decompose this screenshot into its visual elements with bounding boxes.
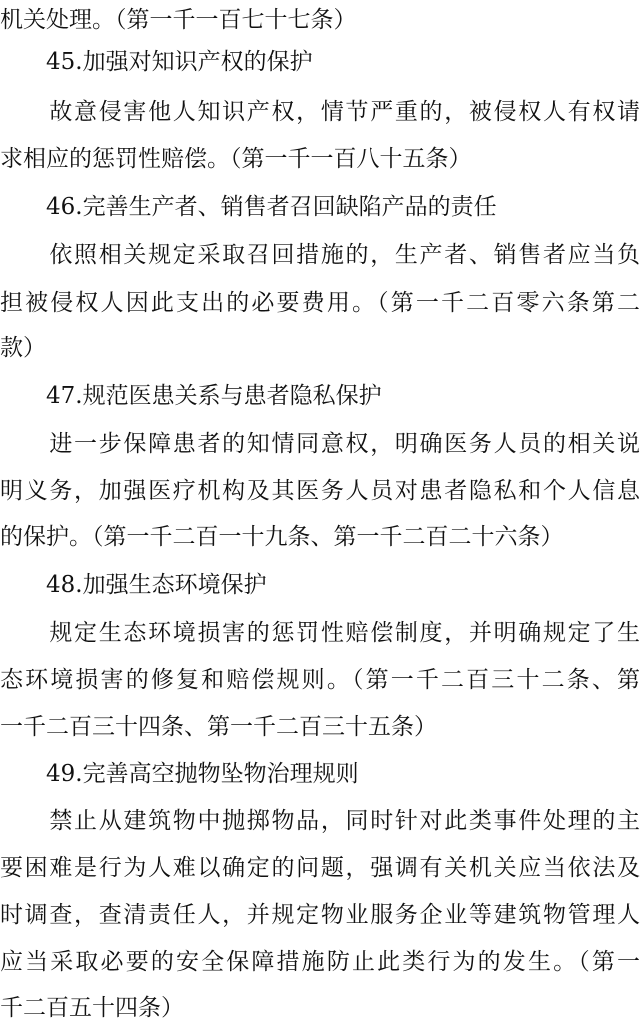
text-line: 应当采取必要的安全保障措施防止此类行为的发生。（第一 (0, 949, 640, 975)
section-heading-47: 47.规范医患关系与患者隐私保护 (0, 383, 382, 409)
section-heading-48: 48.加强生态环境保护 (0, 572, 267, 598)
text-line: 时调查，查清责任人，并规定物业服务企业等建筑物管理人 (0, 902, 640, 928)
text-line: 进一步保障患者的知情同意权，明确医务人员的相关说 (0, 431, 640, 457)
text-line: 一千二百三十四条、第一千二百三十五条） (0, 714, 437, 740)
section-heading-49: 49.完善高空抛物坠物治理规则 (0, 761, 359, 787)
text-line: 款） (0, 335, 46, 361)
text-line: 明义务，加强医疗机构及其医务人员对患者隐私和个人信息 (0, 478, 640, 504)
text-line: 故意侵害他人知识产权，情节严重的，被侵权人有权请 (0, 99, 640, 125)
text-line: 的保护。（第一千二百一十九条、第一千二百二十六条） (0, 524, 564, 550)
text-line: 担被侵权人因此支出的必要费用。（第一千二百零六条第二 (0, 290, 640, 316)
text-line: 要困难是行为人难以确定的问题，强调有关机关应当依法及 (0, 855, 640, 881)
section-heading-45: 45.加强对知识产权的保护 (0, 49, 313, 75)
section-heading-46: 46.完善生产者、销售者召回缺陷产品的责任 (0, 194, 497, 220)
text-line: 依照相关规定采取召回措施的，生产者、销售者应当负 (0, 242, 640, 268)
text-line: 千二百五十四条） (0, 995, 184, 1021)
text-line: 规定生态环境损害的惩罚性赔偿制度，并明确规定了生 (0, 620, 640, 646)
text-line: 机关处理。（第一千一百七十七条） (0, 7, 357, 33)
text-line: 态环境损害的修复和赔偿规则。（第一千二百三十二条、第 (0, 667, 640, 693)
text-line: 求相应的惩罚性赔偿。（第一千一百八十五条） (0, 146, 472, 172)
text-line: 禁止从建筑物中抛掷物品，同时针对此类事件处理的主 (0, 808, 640, 834)
